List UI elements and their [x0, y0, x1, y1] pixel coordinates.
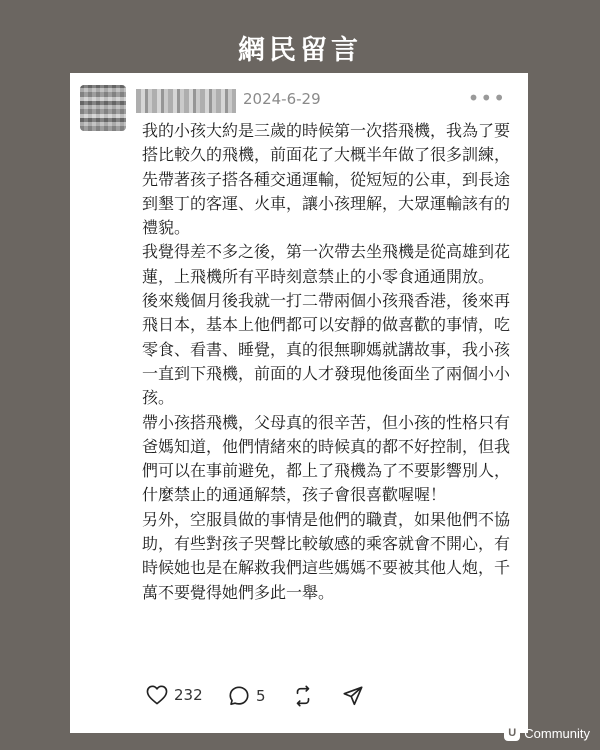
brand-label: Community	[524, 725, 590, 741]
avatar[interactable]	[80, 85, 126, 131]
post-paragraph: 另外，空服員做的事情是他們的職責，如果他們不協助，有些對孩子哭聲比較敏感的乘客就會不開心，有時候她也是在解救我們這些媽媽不要被其他人炮，千萬不要覺得她們多此一舉。	[142, 509, 511, 602]
comment-bubble-icon	[228, 685, 250, 707]
brand-logo	[504, 725, 590, 741]
username-blurred[interactable]	[136, 89, 236, 113]
like-count: 232	[174, 686, 203, 704]
post-date: 2024-6-29	[243, 90, 321, 108]
post-paragraph: 帶小孩搭飛機，父母真的很辛苦，但小孩的性格只有爸媽知道，他們情緒來的時候真的都不好控制，但我們可以在事前避免，都上了飛機為了不要影響別人，什麼禁止的通通解禁，孩子會很喜歡喔喔！	[142, 412, 511, 505]
reply-button[interactable]	[228, 685, 266, 707]
brand-badge: U	[504, 725, 520, 741]
reply-count: 5	[256, 687, 266, 705]
share-button[interactable]	[342, 685, 364, 707]
post-paragraph: 我覺得差不多之後，第一次帶去坐飛機是從高雄到花蓮，上飛機所有平時刻意禁止的小零食通通開放。	[142, 242, 511, 286]
repost-button[interactable]	[292, 685, 314, 707]
post-actions	[146, 685, 466, 715]
post-paragraph: 我的小孩大約是三歲的時候第一次搭飛機，我為了要搭比較久的飛機，前面花了大概半年做了很多訓練，先帶著孩子搭各種交通運輸，從短短的公車，到長途到墾丁的客運、火車，讓小孩理解，大眾運輸該有的禮貌。	[142, 121, 511, 238]
comment-card	[70, 73, 528, 733]
like-button[interactable]	[146, 685, 203, 705]
heart-icon	[146, 685, 168, 705]
page-title: 網民留言	[238, 35, 362, 66]
more-dots-icon[interactable]: •••	[467, 86, 506, 110]
send-icon	[342, 685, 364, 707]
post-body	[142, 119, 517, 605]
repost-icon	[292, 685, 314, 707]
post-paragraph: 後來幾個月後我就一打二帶兩個小孩飛香港，後來再飛日本，基本上他們都可以安靜的做喜歡的事情，吃零食、看書、睡覺，真的很無聊媽就講故事，我小孩一直到下飛機，前面的人才發現他後面坐了兩個小小孩。	[142, 291, 511, 408]
